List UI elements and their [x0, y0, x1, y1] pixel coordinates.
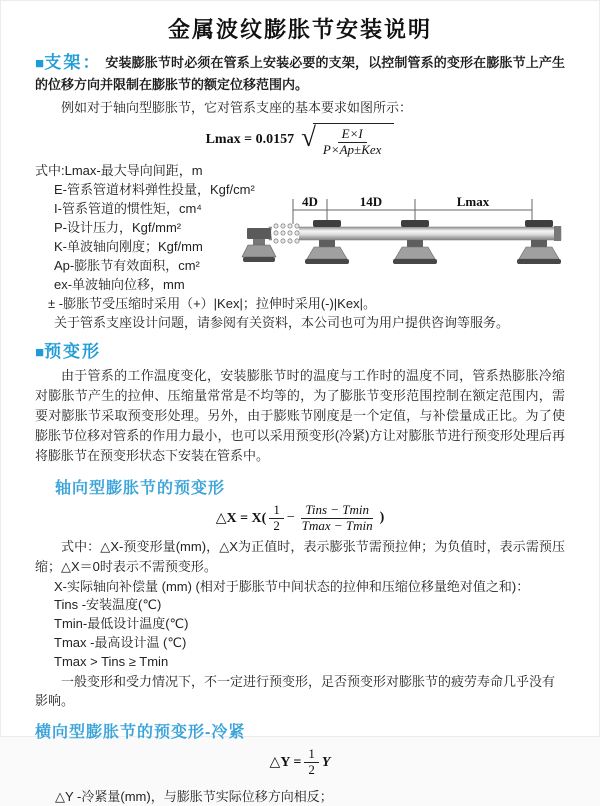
pipe-support-diagram: [245, 191, 575, 287]
legend-item: ex-单波轴向位移，mm: [54, 276, 185, 292]
one-half-numerator: 1: [304, 747, 319, 763]
legend-item: I-管系管道的惯性矩，cm⁴: [54, 200, 202, 216]
radical-body: [313, 123, 395, 158]
radical-expression: [301, 123, 394, 158]
lmax-fraction-numerator: E×I: [338, 127, 367, 143]
legend-item: Ap-膨胀节有效面积，cm²: [54, 257, 200, 273]
predeform-section-heading: 预变形: [44, 341, 102, 361]
temp-inequality: Tmax > Tins ≥ Tmin: [54, 653, 169, 669]
lateral-subheading: 横向型膨胀节的预变形-冷紧: [35, 724, 246, 742]
support-section-heading: 支架：: [44, 53, 102, 72]
predeform-heading-row: [35, 341, 565, 363]
temp-definition: Tmin-最低设计温度(℃): [54, 616, 189, 632]
axial-formula-prefix: △X = X(: [215, 510, 267, 526]
document-content: [1, 52, 599, 806]
axial-subheading: 轴向型膨胀节的预变形: [55, 479, 226, 497]
one-half-denominator: 2: [308, 762, 315, 778]
lmax-formula-lhs: Lmax = 0.0157: [205, 132, 295, 148]
one-half-fraction: [304, 747, 319, 778]
axial-formula: [35, 503, 565, 534]
anchor-support: [242, 228, 276, 262]
temperature-fraction-denominator: Tmax − Tmin: [301, 517, 373, 533]
bellows-icon: [272, 224, 299, 243]
axial-formula-suffix: ): [379, 510, 385, 526]
dim-label-14d: 14D: [359, 194, 383, 209]
one-half-denominator: 2: [273, 517, 280, 533]
legend-item: E-管系管道材料弹性投量，Kgf/cm²: [54, 181, 255, 197]
legend-item: P-设计压力，Kgf/mm²: [54, 219, 182, 235]
lateral-formula-prefix: △Y =: [269, 755, 302, 771]
axial-explain-paragraph: 式中：△X-预变形量(mm)，△X为正值时，表示膨张节需预拉伸；为负值时，表示需预压缩；△X＝0时表示不需预变形。: [35, 538, 565, 574]
lmax-fraction: [319, 127, 386, 158]
guide-support: [393, 220, 437, 264]
support-note-line: 关于管系支座设计问题，请参阅有关资料，本公司也可为用户提供咨询等服务。: [54, 314, 510, 330]
support-intro-text: 安装膨胀节时必须在管系上安装必要的支架，以控制管系的变形在膨胀节上产生的位移方向并限制在膨胀节的额定位移范围内。: [35, 55, 565, 92]
temperature-fraction: [298, 503, 377, 534]
dim-label-4d: 4D: [302, 194, 318, 209]
minus-sign: −: [286, 510, 295, 526]
support-example-line: 例如对于轴向型膨胀节，它对管系支座的基本要求如图所示：: [61, 100, 413, 115]
temperature-fraction-numerator: Tins − Tmin: [301, 503, 373, 519]
pipe: [269, 227, 561, 240]
axial-x-definition: X-实际轴向补偿量 (mm) (相对于膨胀节中间状态的拉伸和压缩位移量绝对值之和)：: [54, 578, 530, 594]
legend-item: K-单波轴向刚度；Kgf/mm: [54, 238, 203, 254]
lateral-formula: [35, 747, 565, 778]
legend-plusminus-line: ± -膨胀节受压缩时采用（+）|Kex|；拉伸时采用(-)|Kex|。: [48, 295, 376, 311]
guide-support: [305, 220, 349, 264]
predeform-paragraph: 由于管系的工作温度变化，安装膨胀节时的温度与工作时的温度不同，管系热膨胀冷缩对膨胀节产生的拉伸、压缩量常常是不均等的，为了膨胀节变形范围控制在额定范围内，需要对膨胀节采取预变形处理。另外，由于膨账节刚度是一个定值，与补偿量成正比。为了使膨胀节位移对管系的作用力最小，也可以采用预变形(冷紧)方让对膨胀节进行预变形处理后再将膨胀节在预变形状态下安装在管系中。: [35, 367, 565, 463]
temp-definition: Tmax -最高设计温 (℃): [54, 634, 187, 650]
support-intro-paragraph: [35, 52, 565, 95]
legend-intro-line: 式中:Lmax-最大导向间距，m: [35, 162, 203, 178]
lmax-formula: [35, 123, 565, 158]
lmax-fraction-denominator: P×Ap±Kex: [322, 141, 382, 157]
lateral-formula-suffix: Y: [321, 754, 331, 770]
lateral-note-line: △Y -冷紧量(mm)，与膨胀节实际位移方向相反；: [55, 789, 333, 805]
page-title: 金属波纹膨胀节安装说明: [167, 17, 432, 42]
dim-label-lmax: Lmax: [456, 194, 490, 209]
pipe-end-cap: [554, 226, 561, 241]
one-half-numerator: 1: [269, 503, 284, 519]
section-square-icon: ■: [35, 55, 45, 72]
one-half-fraction: [269, 503, 284, 534]
section-square-icon: ■: [35, 343, 45, 361]
temp-definition: Tins -安装温度(℃): [54, 597, 162, 613]
axial-note-line: 一般变形和受力情况下，不一定进行预变形，足否预变形对膨胀节的疲劳寿命几乎没有影响。: [35, 674, 556, 709]
radical-sign-icon: √: [301, 122, 316, 152]
